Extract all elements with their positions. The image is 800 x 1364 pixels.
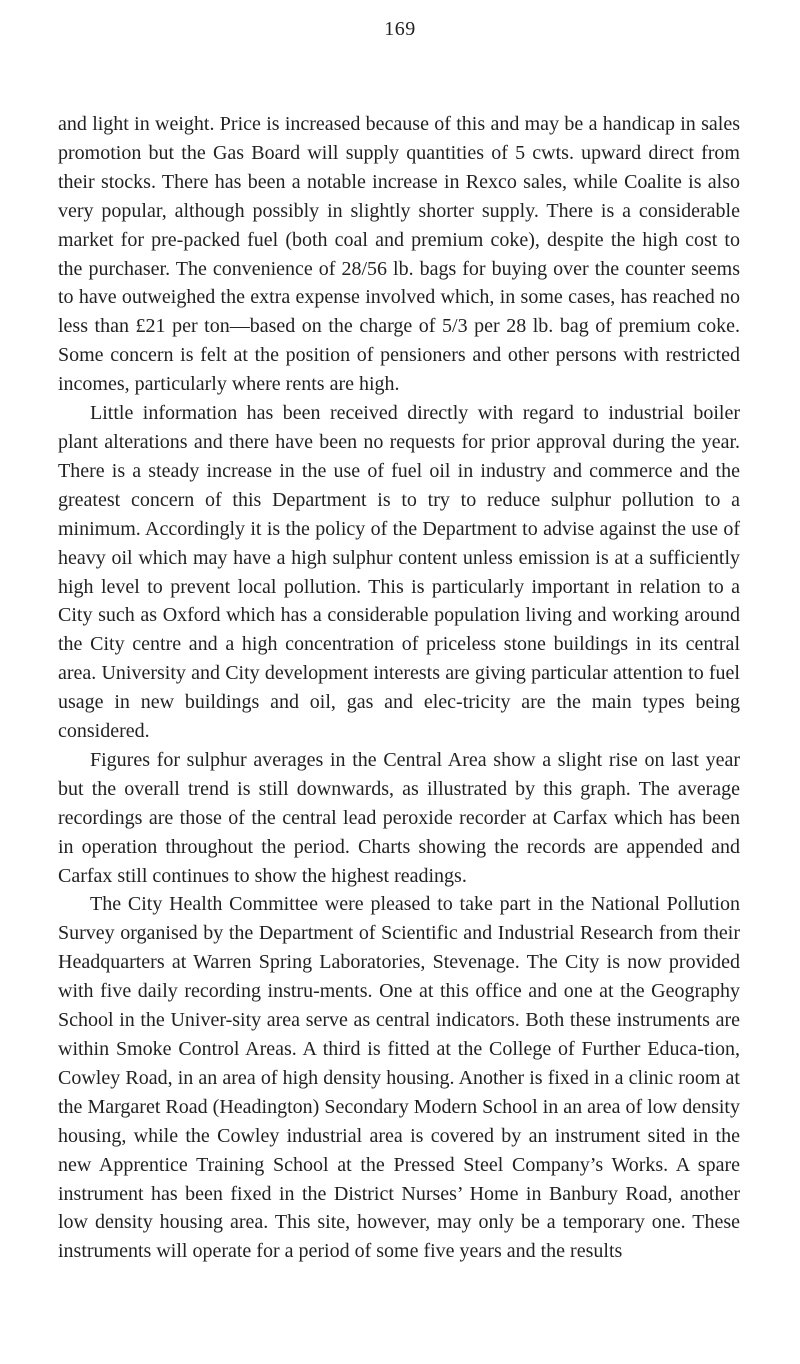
paragraph-industrial-fuel-oil: Little information has been received directly with regard to industrial boiler plant alterations and there have been no requests for prior approval during the year. There is a steady increase in the use of fuel oil in industry and commerce and the greatest concern of this Department is to try to reduce sulphur pollution to a minimum. Accordingly it is the policy of the Department to advise against the use of heavy oil which may have a high sulphur content unless emission is at a sufficiently high level to prevent local pollution. This is particularly important in relation to a City such as Oxford which has a considerable population living and working around the City centre and a high concentration of priceless stone buildings in its central area. University and City development interests are giving particular attention to fuel usage in new buildings and oil, gas and elec-tricity are the main types being considered. (58, 402, 740, 743)
page-number: 169 (384, 18, 416, 40)
paragraph-sulphur-averages: Figures for sulphur averages in the Central Area show a slight rise on last year but the overall trend is still downwards, as illustrated by this graph. The average recordings are those of the central lead peroxide recorder at Carfax which has been in operation throughout the period. Charts showing the records are appended and Carfax still continues to show the highest readings. (58, 748, 740, 887)
body-text (58, 110, 740, 1266)
paragraph-fuel-sales: and light in weight. Price is increased because of this and may be a handicap in sales promotion but the Gas Board will supply quantities of 5 cwts. upward direct from their stocks. There has been a notable increase in Rexco sales, while Coalite is also very popular, although possibly in slightly shorter supply. There is a considerable market for pre-packed fuel (both coal and premium coke), despite the high cost to the purchaser. The convenience of 28/56 lb. bags for buying over the counter seems to have outweighed the extra expense involved which, in some cases, has reached no less than £21 per ton—based on the charge of 5/3 per 28 lb. bag of premium coke. Some concern is felt at the position of pensioners and other persons with restricted incomes, particularly where rents are high. (58, 113, 740, 396)
paragraph-national-pollution-survey: The City Health Committee were pleased to take part in the National Pollution Survey organised by the Department of Scientific and Industrial Research from their Headquarters at Warren Spring Laboratories, Stevenage. The City is now provided with five daily recording instru-ments. One at this office and one at the Geography School in the Univer-sity area serve as central indicators. Both these instruments are within Smoke Control Areas. A third is fitted at the College of Further Educa-tion, Cowley Road, in an area of high density housing. Another is fixed in a clinic room at the Margaret Road (Headington) Secondary Modern School in an area of low density housing, while the Cowley industrial area is covered by an instrument sited in the new Apprentice Training School at the Pressed Steel Company’s Works. A spare instrument has been fixed in the District Nurses’ Home in Banbury Road, another low density housing area. This site, however, may only be a temporary one. These instruments will operate for a period of some five years and the results (58, 893, 740, 1263)
